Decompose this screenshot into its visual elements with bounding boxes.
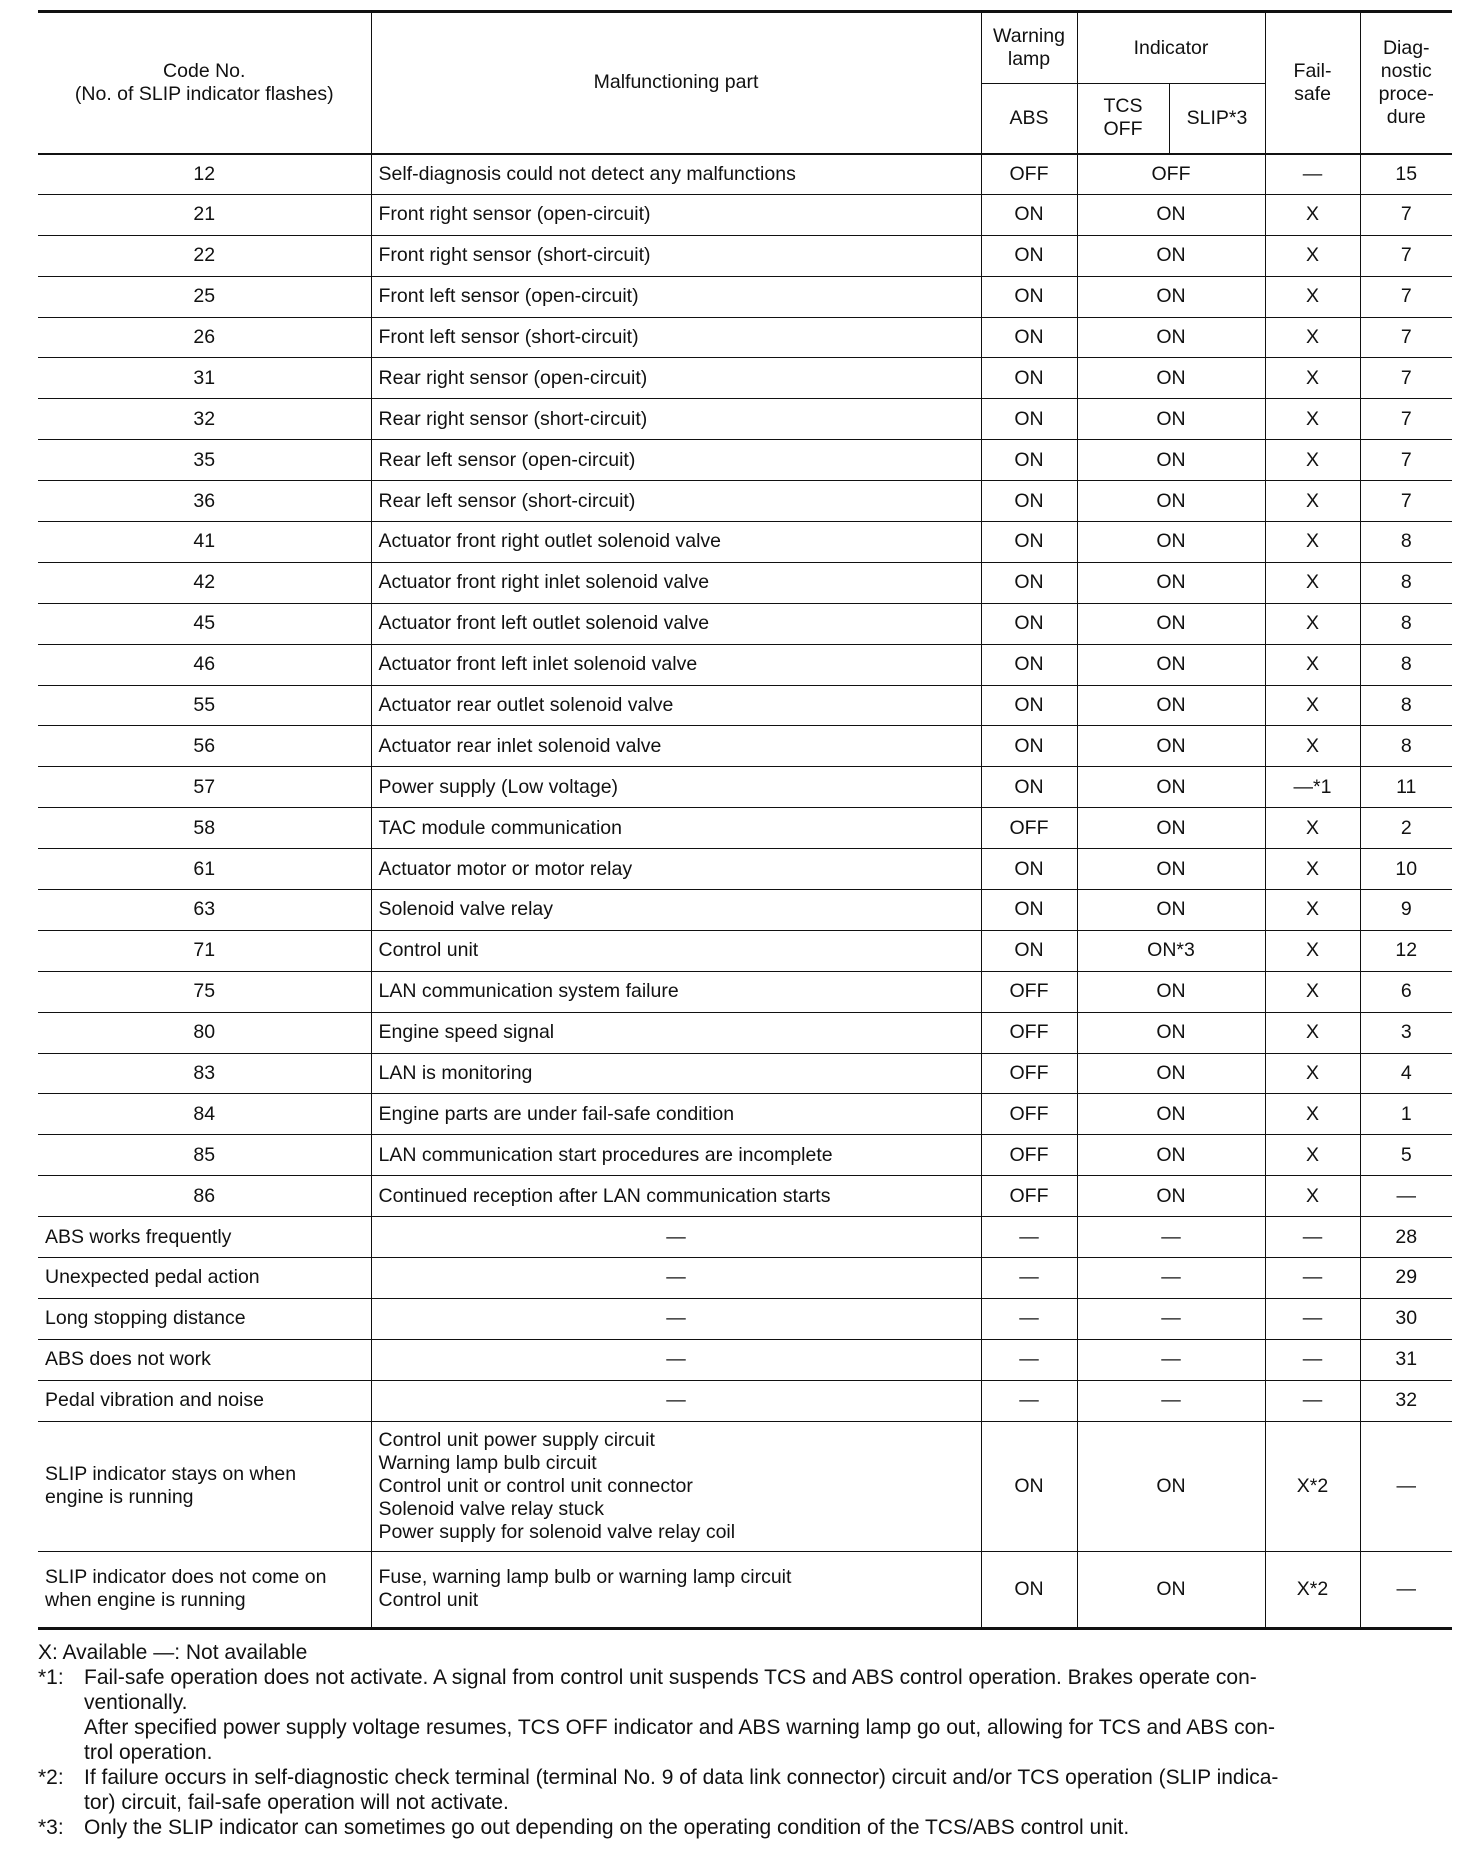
fail-safe-cell: X [1265,971,1360,1012]
fail-safe-cell: X [1265,603,1360,644]
indicator-cell: ON [1077,358,1265,399]
indicator-cell: — [1077,1258,1265,1299]
procedure-cell: 7 [1360,440,1452,481]
part-cell: Rear left sensor (short-circuit) [371,481,981,522]
procedure-cell: — [1360,1176,1452,1217]
procedure-cell: 7 [1360,317,1452,358]
abs-lamp-cell: OFF [981,1012,1077,1053]
fail-safe-cell: X [1265,399,1360,440]
header-malfunctioning-part: Malfunctioning part [371,12,981,154]
code-cell: 46 [38,644,371,685]
fail-safe-cell: — [1265,1380,1360,1421]
table-row [38,317,1452,358]
symptom-row [38,1298,1452,1339]
code-cell: 61 [38,849,371,890]
abs-lamp-cell: ON [981,194,1077,235]
fail-safe-cell: X [1265,317,1360,358]
procedure-cell: 31 [1360,1339,1452,1380]
procedure-cell: 12 [1360,930,1452,971]
table-row [38,767,1452,808]
abs-lamp-cell: OFF [981,1053,1077,1094]
part-cell: Engine parts are under fail-safe condition [371,1094,981,1135]
code-cell: 32 [38,399,371,440]
abs-lamp-cell: ON [981,235,1077,276]
fail-safe-cell: X [1265,440,1360,481]
indicator-cell: ON [1077,971,1265,1012]
symptom-row [38,1339,1452,1380]
legend-text: X: Available —: Not available [38,1640,308,1664]
fail-safe-cell: X [1265,194,1360,235]
fail-safe-cell: X [1265,358,1360,399]
code-cell: 31 [38,358,371,399]
abs-lamp-cell: ON [981,440,1077,481]
part-cell: — [371,1258,981,1299]
procedure-cell: 30 [1360,1298,1452,1339]
footnotes [38,1640,1452,1840]
procedure-cell: — [1360,1421,1452,1551]
procedure-cell: 7 [1360,235,1452,276]
procedure-cell: 5 [1360,1135,1452,1176]
code-cell: 75 [38,971,371,1012]
table-row [38,154,1452,195]
abs-lamp-cell: ON [981,1551,1077,1628]
part-cell: Fuse, warning lamp bulb or warning lamp circuit Control unit [371,1551,981,1628]
abs-lamp-cell: OFF [981,154,1077,195]
procedure-cell: 2 [1360,808,1452,849]
abs-lamp-cell: — [981,1339,1077,1380]
indicator-cell: ON [1077,562,1265,603]
part-cell: Actuator rear inlet solenoid valve [371,726,981,767]
table-body [38,154,1452,1629]
footnote-mark: *2: [38,1765,64,1789]
abs-lamp-cell: OFF [981,971,1077,1012]
abs-lamp-cell: ON [981,276,1077,317]
header-abs: ABS [981,84,1077,154]
fail-safe-cell: X [1265,890,1360,931]
diagnostic-code-sheet [38,10,1452,1840]
table-row [38,1135,1452,1176]
code-cell: 26 [38,317,371,358]
indicator-cell: ON [1077,603,1265,644]
procedure-cell: 6 [1360,971,1452,1012]
indicator-cell: ON [1077,1053,1265,1094]
indicator-cell: ON [1077,1012,1265,1053]
indicator-cell: ON [1077,1421,1265,1551]
part-cell: Rear right sensor (short-circuit) [371,399,981,440]
code-cell: 71 [38,930,371,971]
indicator-cell: ON [1077,399,1265,440]
table-row [38,930,1452,971]
abs-lamp-cell: OFF [981,1135,1077,1176]
table-row [38,1012,1452,1053]
abs-lamp-cell: — [981,1217,1077,1258]
procedure-cell: 11 [1360,767,1452,808]
symptom-cell: Pedal vibration and noise [38,1380,371,1421]
indicator-cell: ON [1077,194,1265,235]
footnote [38,1765,1452,1815]
abs-lamp-cell: ON [981,930,1077,971]
abs-lamp-cell: OFF [981,808,1077,849]
code-cell: 63 [38,890,371,931]
fail-safe-cell: X [1265,276,1360,317]
symptom-row [38,1258,1452,1299]
indicator-cell: ON [1077,440,1265,481]
fail-safe-cell: X [1265,481,1360,522]
procedure-cell: 8 [1360,726,1452,767]
footnote-mark: *3: [38,1815,64,1839]
fail-safe-cell: X [1265,930,1360,971]
part-cell: LAN communication system failure [371,971,981,1012]
procedure-cell: 1 [1360,1094,1452,1135]
procedure-cell: 8 [1360,562,1452,603]
symptom-row [38,1551,1452,1628]
part-cell: — [371,1217,981,1258]
part-cell: Front right sensor (open-circuit) [371,194,981,235]
part-cell: — [371,1339,981,1380]
code-cell: 42 [38,562,371,603]
footnote-text: If failure occurs in self-diagnostic check terminal (terminal No. 9 of data link connector) circuit and/or TCS operation (SLIP indica- tor) circuit, fail-safe operation will not activate. [84,1765,1279,1814]
fail-safe-cell: X [1265,1094,1360,1135]
abs-lamp-cell: ON [981,767,1077,808]
header-indicator: Indicator [1077,12,1265,84]
footnote [38,1665,1452,1765]
code-cell: 80 [38,1012,371,1053]
code-cell: 86 [38,1176,371,1217]
table-row [38,440,1452,481]
procedure-cell: 8 [1360,644,1452,685]
fail-safe-cell: X [1265,562,1360,603]
table-row [38,644,1452,685]
abs-lamp-cell: — [981,1258,1077,1299]
code-cell: 36 [38,481,371,522]
indicator-cell: ON [1077,481,1265,522]
symptom-cell: SLIP indicator stays on when engine is running [38,1421,371,1551]
abs-lamp-cell: ON [981,522,1077,563]
code-cell: 25 [38,276,371,317]
fail-safe-cell: X [1265,1012,1360,1053]
abs-lamp-cell: ON [981,603,1077,644]
indicator-cell: ON [1077,317,1265,358]
procedure-cell: 7 [1360,399,1452,440]
part-cell: Control unit [371,930,981,971]
abs-lamp-cell: ON [981,317,1077,358]
header-slip: SLIP*3 [1169,84,1265,154]
abs-lamp-cell: ON [981,685,1077,726]
abs-lamp-cell: OFF [981,1094,1077,1135]
indicator-cell: ON [1077,235,1265,276]
indicator-cell: ON [1077,808,1265,849]
abs-lamp-cell: ON [981,644,1077,685]
table-row [38,194,1452,235]
footnote-text: Fail-safe operation does not activate. A signal from control unit suspends TCS and ABS control operation. Brakes operate con- ventionally. After specified power supply voltage resumes, TCS OFF indicator and ABS warning lamp go out, allowing for TCS and ABS con- trol operation. [84,1665,1275,1764]
fail-safe-cell: X [1265,726,1360,767]
table-row [38,603,1452,644]
fail-safe-cell: X*2 [1265,1421,1360,1551]
part-cell: Continued reception after LAN communication starts [371,1176,981,1217]
procedure-cell: 9 [1360,890,1452,931]
abs-lamp-cell: — [981,1298,1077,1339]
table-row [38,1094,1452,1135]
table-row [38,399,1452,440]
symptom-cell: ABS works frequently [38,1217,371,1258]
symptom-row [38,1421,1452,1551]
procedure-cell: 28 [1360,1217,1452,1258]
table-row [38,562,1452,603]
procedure-cell: 8 [1360,522,1452,563]
abs-lamp-cell: ON [981,849,1077,890]
fail-safe-cell: X*2 [1265,1551,1360,1628]
part-cell: Solenoid valve relay [371,890,981,931]
footnote-list [38,1665,1452,1840]
code-cell: 45 [38,603,371,644]
header-tcs-off: TCS OFF [1077,84,1169,154]
part-cell: — [371,1298,981,1339]
part-cell: Control unit power supply circuit Warning lamp bulb circuit Control unit or control unit connector Solenoid valve relay stuck Power supply for solenoid valve relay coil [371,1421,981,1551]
procedure-cell: 7 [1360,481,1452,522]
abs-lamp-cell: ON [981,481,1077,522]
indicator-cell: ON [1077,1176,1265,1217]
fail-safe-cell: X [1265,1053,1360,1094]
part-cell: Actuator motor or motor relay [371,849,981,890]
fail-safe-cell: — [1265,154,1360,195]
part-cell: Actuator front right inlet solenoid valve [371,562,981,603]
part-cell: Actuator front right outlet solenoid valve [371,522,981,563]
procedure-cell: 32 [1360,1380,1452,1421]
indicator-cell: ON [1077,849,1265,890]
footnote-text: Only the SLIP indicator can sometimes go out depending on the operating condition of the TCS/ABS control unit. [84,1815,1130,1839]
table-row [38,890,1452,931]
table-row [38,726,1452,767]
symptom-cell: Long stopping distance [38,1298,371,1339]
symptom-row [38,1217,1452,1258]
indicator-cell: ON [1077,890,1265,931]
indicator-cell: ON [1077,767,1265,808]
fail-safe-cell: X [1265,849,1360,890]
code-cell: 55 [38,685,371,726]
indicator-cell: ON [1077,1551,1265,1628]
table-row [38,235,1452,276]
code-cell: 41 [38,522,371,563]
indicator-cell: ON [1077,685,1265,726]
indicator-cell: — [1077,1380,1265,1421]
indicator-cell: ON [1077,276,1265,317]
part-cell: Front left sensor (short-circuit) [371,317,981,358]
fail-safe-cell: — [1265,1258,1360,1299]
table-row [38,685,1452,726]
symptom-cell: SLIP indicator does not come on when engine is running [38,1551,371,1628]
table-header [38,12,1452,154]
fail-safe-cell: — [1265,1217,1360,1258]
fail-safe-cell: X [1265,685,1360,726]
procedure-cell: 8 [1360,603,1452,644]
part-cell: Front left sensor (open-circuit) [371,276,981,317]
indicator-cell: — [1077,1217,1265,1258]
part-cell: Actuator rear outlet solenoid valve [371,685,981,726]
code-cell: 56 [38,726,371,767]
code-cell: 21 [38,194,371,235]
abs-lamp-cell: ON [981,358,1077,399]
part-cell: Rear right sensor (open-circuit) [371,358,981,399]
symptom-cell: Unexpected pedal action [38,1258,371,1299]
procedure-cell: 29 [1360,1258,1452,1299]
procedure-cell: — [1360,1551,1452,1628]
procedure-cell: 15 [1360,154,1452,195]
indicator-cell: ON [1077,522,1265,563]
abs-lamp-cell: ON [981,562,1077,603]
fail-safe-cell: X [1265,235,1360,276]
procedure-cell: 7 [1360,194,1452,235]
abs-lamp-cell: ON [981,399,1077,440]
header-fail-safe: Fail- safe [1265,12,1360,154]
fail-safe-cell: X [1265,1176,1360,1217]
part-cell: Front right sensor (short-circuit) [371,235,981,276]
indicator-cell: — [1077,1339,1265,1380]
fail-safe-cell: X [1265,644,1360,685]
table-row [38,276,1452,317]
code-cell: 84 [38,1094,371,1135]
table-row [38,849,1452,890]
header-warning-lamp: Warning lamp [981,12,1077,84]
procedure-cell: 4 [1360,1053,1452,1094]
procedure-cell: 7 [1360,276,1452,317]
fail-safe-cell: —*1 [1265,767,1360,808]
indicator-cell: — [1077,1298,1265,1339]
indicator-cell: OFF [1077,154,1265,195]
part-cell: Actuator front left inlet solenoid valve [371,644,981,685]
indicator-cell: ON [1077,644,1265,685]
header-code: Code No. (No. of SLIP indicator flashes) [38,12,371,154]
indicator-cell: ON*3 [1077,930,1265,971]
indicator-cell: ON [1077,1135,1265,1176]
table-row [38,808,1452,849]
table-row [38,522,1452,563]
table-row [38,358,1452,399]
part-cell: Self-diagnosis could not detect any malfunctions [371,154,981,195]
code-cell: 12 [38,154,371,195]
header-diagnostic-procedure: Diag- nostic proce- dure [1360,12,1452,154]
fail-safe-cell: — [1265,1298,1360,1339]
indicator-cell: ON [1077,726,1265,767]
abs-lamp-cell: ON [981,890,1077,931]
code-cell: 58 [38,808,371,849]
part-cell: Engine speed signal [371,1012,981,1053]
symptom-cell: ABS does not work [38,1339,371,1380]
procedure-cell: 10 [1360,849,1452,890]
part-cell: TAC module communication [371,808,981,849]
part-cell: LAN communication start procedures are incomplete [371,1135,981,1176]
table-row [38,1053,1452,1094]
procedure-cell: 3 [1360,1012,1452,1053]
part-cell: Rear left sensor (open-circuit) [371,440,981,481]
fail-safe-cell: X [1265,808,1360,849]
abs-lamp-cell: ON [981,1421,1077,1551]
table-row [38,1176,1452,1217]
part-cell: — [371,1380,981,1421]
table-row [38,971,1452,1012]
fail-safe-cell: — [1265,1339,1360,1380]
diagnostic-code-table [38,10,1452,1630]
procedure-cell: 8 [1360,685,1452,726]
procedure-cell: 7 [1360,358,1452,399]
abs-lamp-cell: ON [981,726,1077,767]
code-cell: 22 [38,235,371,276]
part-cell: LAN is monitoring [371,1053,981,1094]
code-cell: 85 [38,1135,371,1176]
part-cell: Actuator front left outlet solenoid valve [371,603,981,644]
code-cell: 57 [38,767,371,808]
code-cell: 35 [38,440,371,481]
fail-safe-cell: X [1265,522,1360,563]
table-row [38,481,1452,522]
abs-lamp-cell: OFF [981,1176,1077,1217]
footnote-mark: *1: [38,1665,64,1689]
indicator-cell: ON [1077,1094,1265,1135]
symptom-row [38,1380,1452,1421]
abs-lamp-cell: — [981,1380,1077,1421]
fail-safe-cell: X [1265,1135,1360,1176]
part-cell: Power supply (Low voltage) [371,767,981,808]
code-cell: 83 [38,1053,371,1094]
footnote [38,1815,1452,1840]
